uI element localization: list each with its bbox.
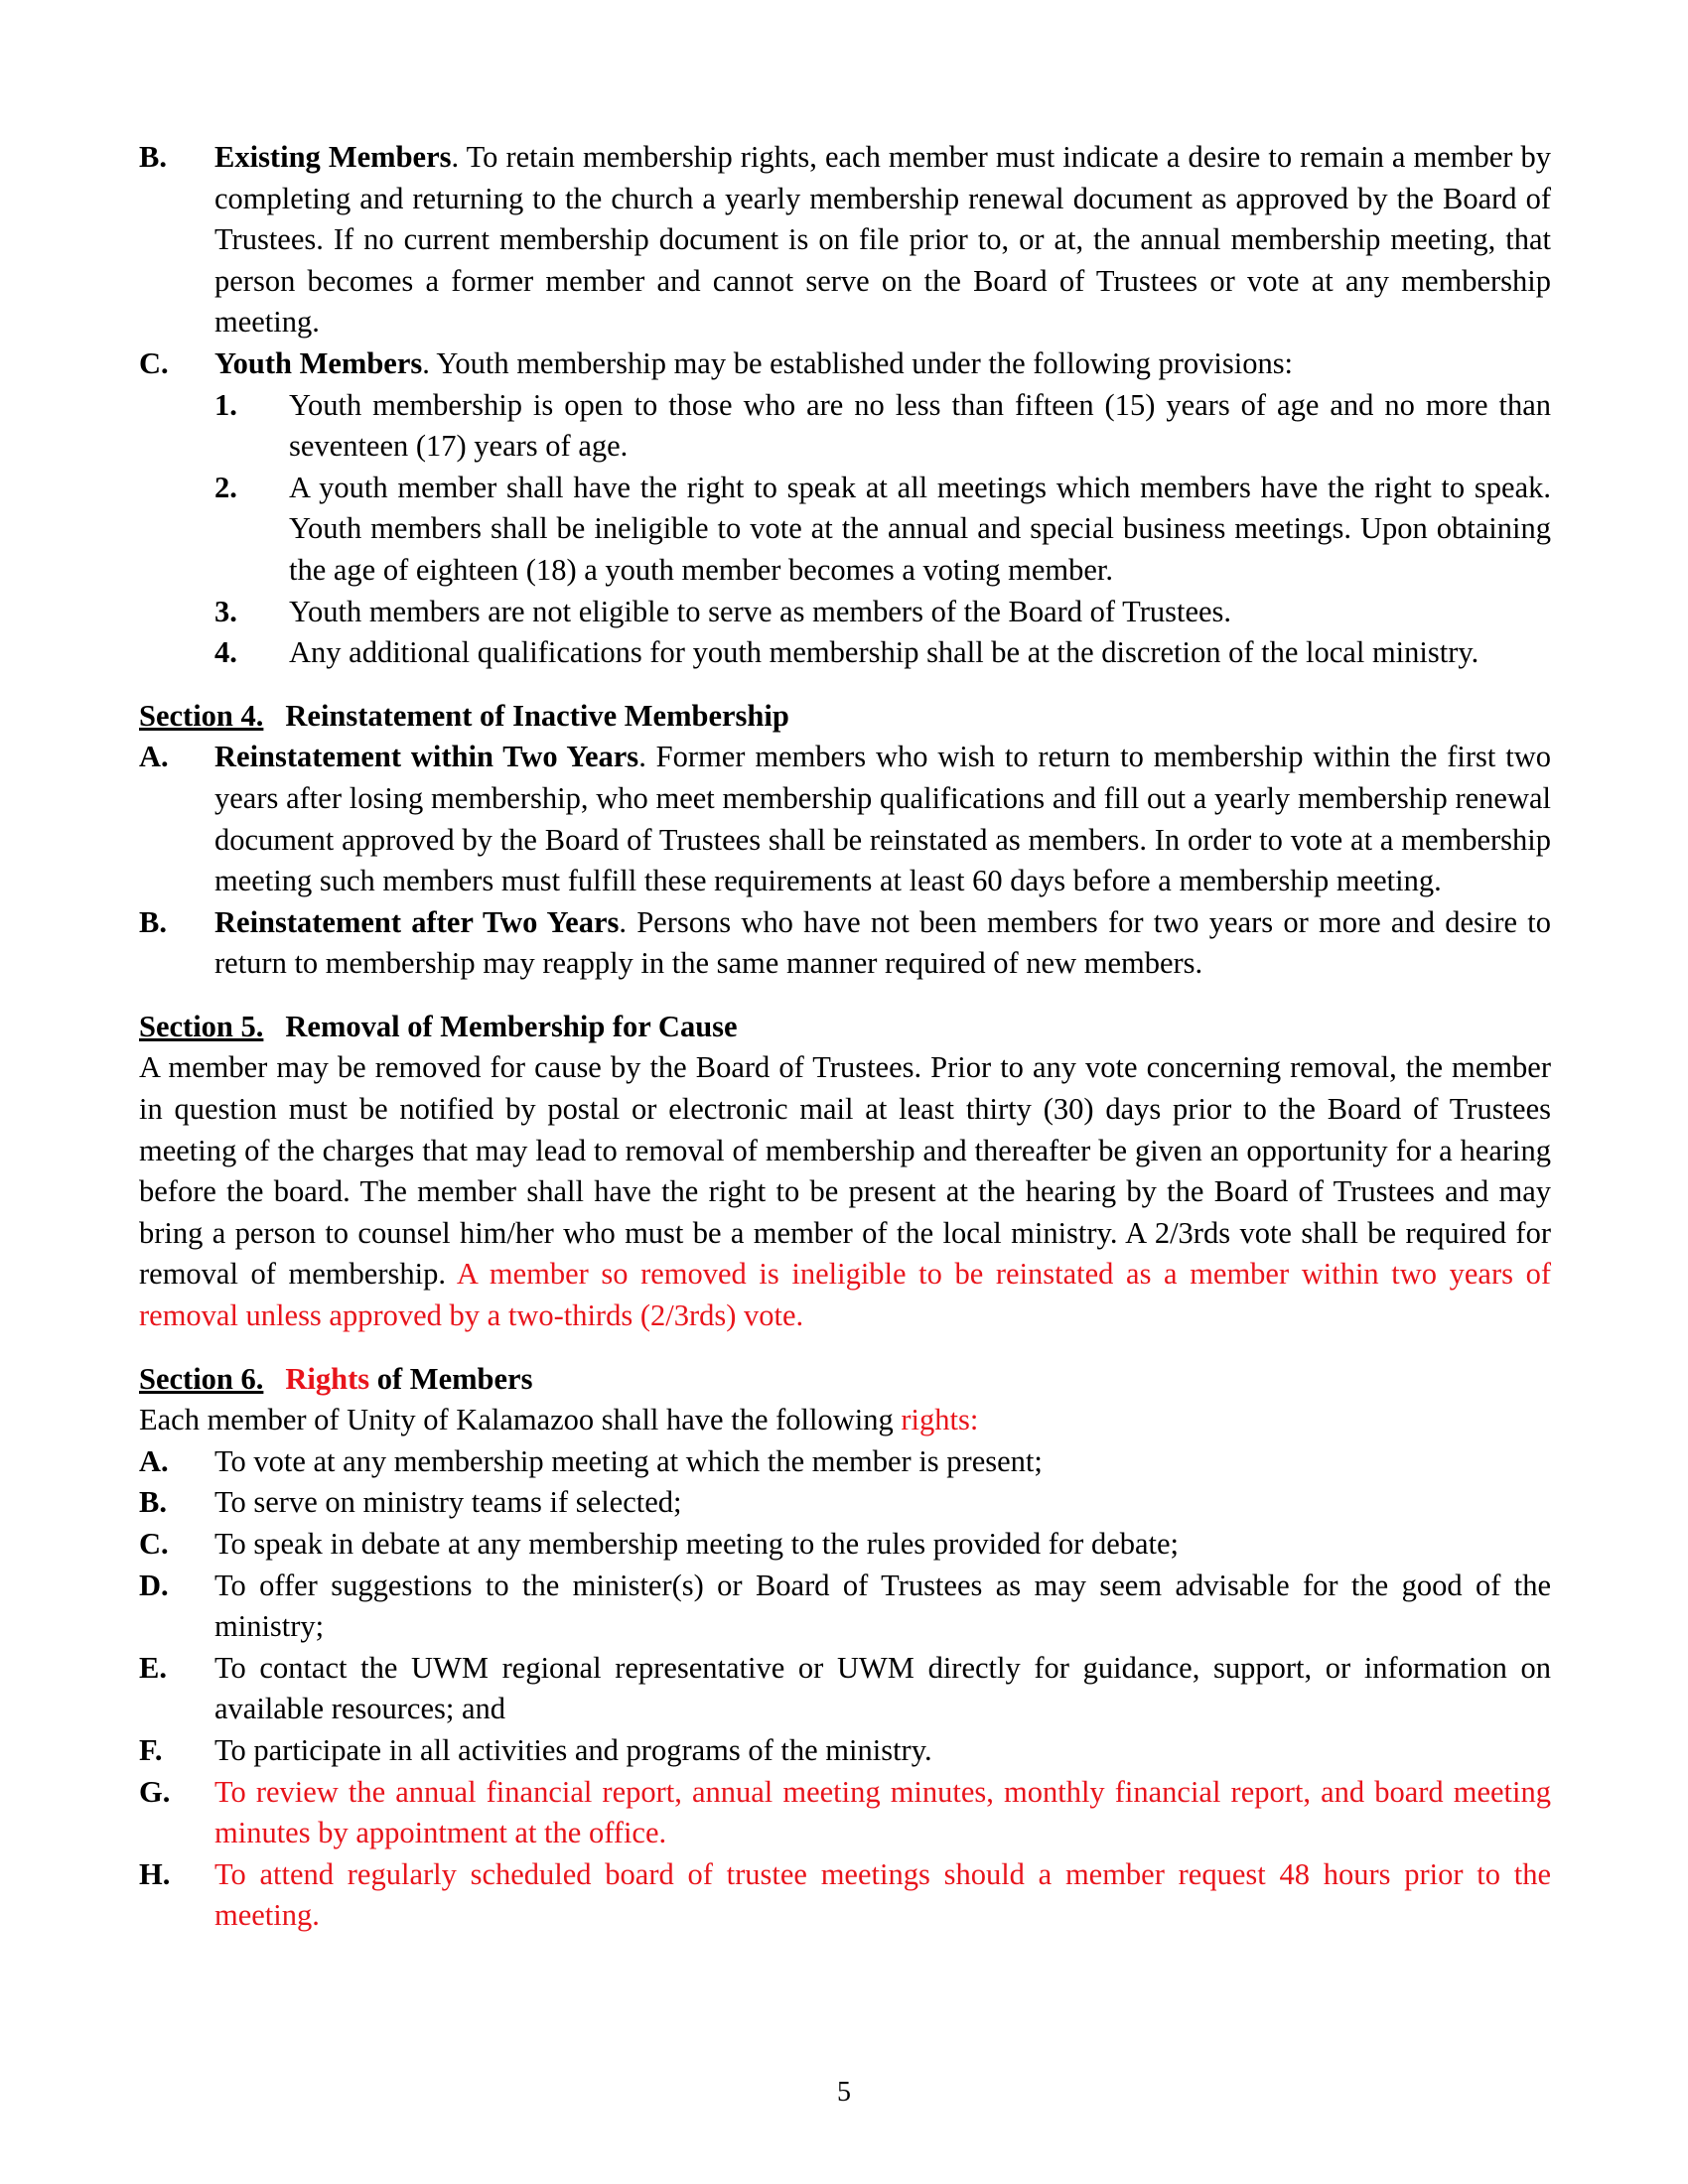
section-title: Reinstatement of Inactive Membership	[285, 698, 789, 733]
rights-list	[139, 1441, 1551, 1937]
item-title: Reinstatement within Two Years	[214, 740, 639, 774]
section-number: Section 4.	[139, 698, 264, 733]
youth-provision-item	[139, 385, 1551, 468]
section-title: of Members	[376, 1361, 533, 1396]
right-text: To offer suggestions to the minister(s) or Board of Trustees as may seem advisable for the good of the ministry;	[214, 1568, 1551, 1644]
right-letter: D.	[139, 1568, 169, 1602]
section-number: Section 5.	[139, 1009, 264, 1043]
right-letter: H.	[139, 1856, 171, 1891]
right-text: To speak in debate at any membership meeting to the rules provided for debate;	[214, 1527, 1180, 1561]
provision-text: Youth members are not eligible to serve as members of the Board of Trustees.	[289, 594, 1232, 628]
right-text: To vote at any membership meeting at which the member is present;	[214, 1443, 1043, 1478]
right-item	[139, 1482, 1551, 1524]
right-text: To serve on ministry teams if selected;	[214, 1485, 682, 1520]
removal-paragraph	[139, 1047, 1551, 1336]
item-title: Youth Members	[214, 345, 423, 380]
section-title-added: Rights	[285, 1361, 370, 1396]
item-letter: B.	[139, 140, 167, 174]
right-letter: B.	[139, 1485, 167, 1520]
item-text: . To retain membership rights, each member must indicate a desire to remain a member by completing and returning to the church a yearly membership renewal document as approved by the Board of Trustees. If no current membership document is on file prior to, or at, the annual membership meeting, that person becomes a former member and cannot serve on the Board of Trustees or vote at any membership meeting.	[214, 140, 1552, 340]
right-item	[139, 1648, 1551, 1730]
provision-number: 1.	[214, 387, 237, 422]
item-title: Existing Members	[214, 140, 452, 174]
right-text: To contact the UWM regional representative or UWM directly for guidance, support, or information on available resources; and	[214, 1650, 1551, 1726]
right-item	[139, 1566, 1551, 1648]
right-letter: E.	[139, 1650, 167, 1685]
removal-text: A member may be removed for cause by the Board of Trustees. Prior to any vote concerning removal, the member in question must be notified by postal or electronic mail at least thirty (30) days prior to the Board of Trustees meeting of the charges that may lead to removal of membership and thereafter be given an opportunity for a hearing before the board. The member shall have the right to be present at the hearing by the Board of Trustees and may bring a person to counsel him/her who must be a member of the local ministry. A 2/3rds vote shall be required for removal of membership.	[139, 1050, 1551, 1292]
right-letter: G.	[139, 1774, 171, 1809]
page-number: 5	[837, 2077, 851, 2108]
right-item	[139, 1730, 1551, 1772]
youth-provision-item	[139, 632, 1551, 674]
item-letter: A.	[139, 740, 169, 774]
right-item	[139, 1772, 1551, 1854]
provision-number: 4.	[214, 635, 237, 670]
item-letter: B.	[139, 904, 167, 939]
youth-provision-item	[139, 592, 1551, 633]
provision-number: 3.	[214, 594, 237, 628]
right-text: To participate in all activities and programs of the ministry.	[214, 1732, 932, 1767]
document-body	[139, 137, 1551, 1937]
right-letter: C.	[139, 1527, 169, 1561]
right-text: To attend regularly scheduled board of trustee meetings should a member request 48 hours prior to the meeting.	[214, 1856, 1551, 1933]
right-item	[139, 1524, 1551, 1566]
provision-text: Any additional qualifications for youth membership shall be at the discretion of the local ministry.	[289, 635, 1479, 670]
section-title: Removal of Membership for Cause	[285, 1009, 738, 1043]
right-letter: F.	[139, 1732, 163, 1767]
removal-added-text: A member so removed is ineligible to be reinstated as a member within two years of removal unless approved by a two-thirds (2/3rds) vote.	[139, 1257, 1552, 1333]
right-letter: A.	[139, 1443, 169, 1478]
youth-provision-item	[139, 468, 1551, 592]
rights-intro	[139, 1400, 1551, 1441]
item-letter: C.	[139, 345, 169, 380]
section-6-heading	[139, 1359, 1551, 1401]
reinstatement-after-item	[139, 902, 1551, 985]
right-item	[139, 1854, 1551, 1937]
rights-intro-added: rights:	[901, 1403, 979, 1437]
right-item	[139, 1441, 1551, 1483]
provision-number: 2.	[214, 470, 237, 504]
item-text: . Former members who wish to return to membership within the first two years after losing membership, who meet membership qualifications and fill out a yearly membership renewal document approved by the Board of Trustees shall be reinstated as members. In order to vote at a membership meeting such members must fulfill these requirements at least 60 days before a membership meeting.	[214, 740, 1551, 898]
provision-text: A youth member shall have the right to speak at all meetings which members have the right to speak. Youth members shall be ineligible to vote at the annual and special business meetings. Upon obtaining the age of eighteen (18) a youth member becomes a voting member.	[289, 470, 1551, 587]
youth-members-item	[139, 343, 1551, 385]
section-5-heading	[139, 1007, 1551, 1048]
existing-members-item	[139, 137, 1551, 343]
item-text: . Persons who have not been members for two years or more and desire to return to membership may reapply in the same manner required of new members.	[214, 904, 1551, 981]
item-text: . Youth membership may be established under the following provisions:	[422, 345, 1294, 380]
reinstatement-within-item	[139, 737, 1551, 901]
section-number: Section 6.	[139, 1361, 264, 1396]
item-title: Reinstatement after Two Years	[214, 904, 620, 939]
rights-intro-text: Each member of Unity of Kalamazoo shall have the following	[139, 1403, 894, 1437]
section-4-heading	[139, 696, 1551, 738]
right-text: To review the annual financial report, annual meeting minutes, monthly financial report, and board meeting minutes by appointment at the office.	[214, 1774, 1551, 1850]
provision-text: Youth membership is open to those who are no less than fifteen (15) years of age and no more than seventeen (17) years of age.	[289, 387, 1551, 464]
